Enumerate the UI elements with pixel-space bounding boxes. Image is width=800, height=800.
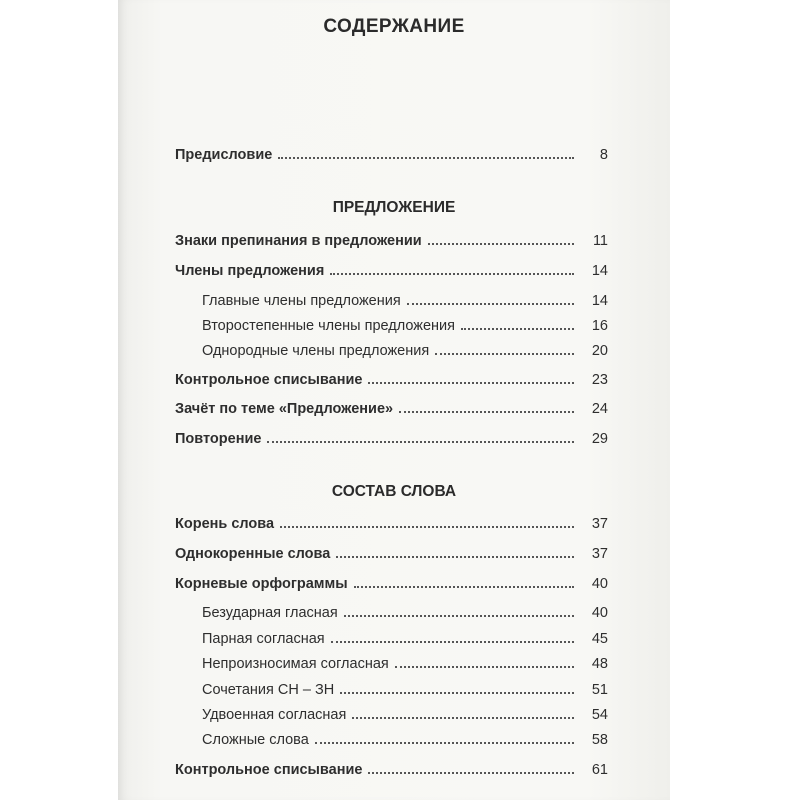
- toc-entry-page: 58: [591, 732, 608, 748]
- toc-subentry: [202, 318, 608, 334]
- dot-leader: [352, 716, 574, 719]
- dot-leader: [331, 640, 574, 643]
- toc-entry-page: 20: [591, 343, 608, 359]
- dot-leader: [407, 302, 574, 305]
- toc-entry-page: 54: [591, 707, 608, 723]
- toc-entry-label: Второстепенные члены предложения: [202, 318, 456, 334]
- toc-entry-label: Контрольное списывание: [175, 762, 363, 778]
- section-title-word-structure: СОСТАВ СЛОВА: [331, 483, 457, 500]
- toc-entry-label: Удвоенная согласная: [202, 707, 347, 723]
- toc-entry-page: 51: [591, 682, 608, 698]
- toc-entry-page: 37: [591, 546, 608, 562]
- dot-leader: [330, 272, 574, 275]
- toc-subentry: [202, 707, 608, 723]
- dot-leader: [395, 665, 574, 668]
- toc-entry-page: 40: [591, 605, 608, 621]
- toc-entry-page: 23: [591, 372, 608, 388]
- toc-entry-label: Корневые орфограммы: [175, 576, 348, 592]
- dot-leader: [368, 381, 574, 384]
- toc-entry-label: Знаки препинания в предложении: [175, 233, 422, 249]
- toc-subentry: [202, 605, 608, 621]
- toc-entry-preface: [175, 147, 608, 163]
- toc-entry-label: Парная согласная: [202, 631, 325, 647]
- toc-entry-page: 45: [591, 631, 608, 647]
- dot-leader: [280, 525, 574, 528]
- toc-entry-label: Сочетания СН – ЗН: [202, 682, 335, 698]
- toc-entry-label: Повторение: [175, 431, 262, 447]
- toc-entry: [175, 233, 608, 249]
- toc-subentry: [202, 293, 608, 309]
- toc-entry-label: Однородные члены предложения: [202, 343, 430, 359]
- toc-entry: [175, 576, 608, 592]
- toc-entry: [175, 372, 608, 388]
- toc-entry: [175, 516, 608, 532]
- toc-entry-page: 24: [591, 401, 608, 417]
- toc-entry-label: Предисловие: [175, 147, 273, 163]
- toc-subentry: [202, 682, 608, 698]
- toc-subentry: [202, 343, 608, 359]
- toc-entry-page: 8: [599, 147, 608, 163]
- toc-entry-page: 16: [591, 318, 608, 334]
- dot-leader: [267, 440, 574, 443]
- dot-leader: [354, 585, 574, 588]
- dot-leader: [315, 741, 574, 744]
- toc-entry: [175, 546, 608, 562]
- book-page: [118, 0, 670, 800]
- dot-leader: [278, 156, 574, 159]
- toc-entry: [175, 762, 608, 778]
- dot-leader: [399, 410, 574, 413]
- section-title-sentence: ПРЕДЛОЖЕНИЕ: [332, 199, 456, 216]
- toc-entry-label: Зачёт по теме «Предложение»: [175, 401, 394, 417]
- toc-entry: [175, 401, 608, 417]
- toc-entry-label: Непроизносимая согласная: [202, 656, 389, 672]
- toc-subentry: [202, 631, 608, 647]
- toc-entry-page: 14: [591, 293, 608, 309]
- toc-entry-page: 29: [591, 431, 608, 447]
- toc-entry-page: 11: [592, 233, 608, 249]
- toc-entry-page: 61: [591, 762, 608, 778]
- dot-leader: [428, 242, 574, 245]
- dot-leader: [344, 614, 574, 617]
- toc-entry-label: Главные члены предложения: [202, 293, 401, 309]
- toc-entry-label: Однокоренные слова: [175, 546, 331, 562]
- dot-leader: [368, 771, 574, 774]
- toc-subentry: [202, 656, 608, 672]
- toc-entry: [175, 431, 608, 447]
- toc-entry-label: Безударная гласная: [202, 605, 338, 621]
- toc-entry-label: Корень слова: [175, 516, 275, 532]
- toc-entry-page: 48: [591, 656, 608, 672]
- toc-entry-page: 14: [591, 263, 608, 279]
- dot-leader: [340, 691, 574, 694]
- toc-entry-page: 37: [591, 516, 608, 532]
- page-title: СОДЕРЖАНИЕ: [323, 16, 465, 37]
- dot-leader: [461, 327, 574, 330]
- dot-leader: [336, 555, 574, 558]
- toc-entry-label: Сложные слова: [202, 732, 309, 748]
- toc-entry-label: Контрольное списывание: [175, 372, 363, 388]
- toc-entry-page: 40: [591, 576, 608, 592]
- dot-leader: [435, 352, 574, 355]
- toc-entry-label: Члены предложения: [175, 263, 325, 279]
- toc-subentry: [202, 732, 608, 748]
- toc-entry: [175, 263, 608, 279]
